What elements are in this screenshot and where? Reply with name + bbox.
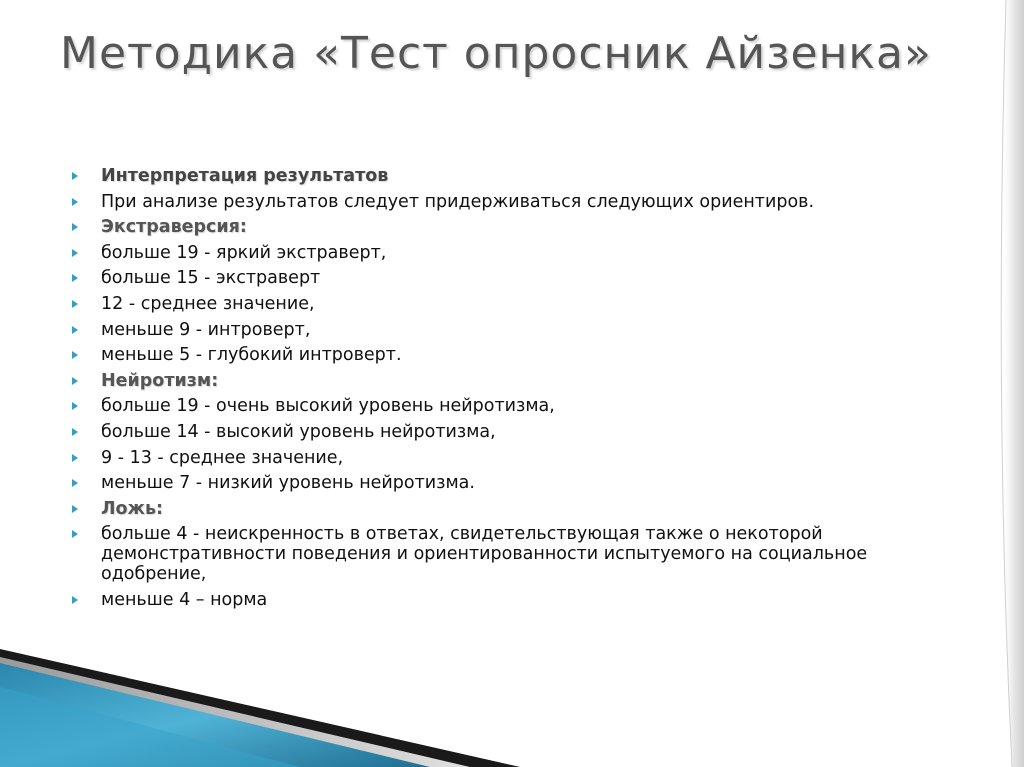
list-item bbox=[72, 422, 952, 442]
list-item bbox=[72, 268, 952, 288]
triangle-bullet-icon bbox=[72, 479, 78, 487]
list-item bbox=[72, 396, 952, 416]
list-item bbox=[72, 320, 952, 340]
list-item bbox=[72, 524, 952, 584]
list-item-text: Ложь: bbox=[101, 498, 164, 519]
list-item bbox=[72, 345, 952, 365]
list-item-text: меньше 9 - интроверт, bbox=[101, 319, 311, 340]
triangle-bullet-icon bbox=[72, 505, 78, 513]
list-item bbox=[72, 166, 952, 186]
triangle-bullet-icon bbox=[72, 300, 78, 308]
list-item bbox=[72, 448, 952, 468]
page-curl-decoration bbox=[984, 0, 1024, 767]
triangle-bullet-icon bbox=[72, 351, 78, 359]
triangle-bullet-icon bbox=[72, 402, 78, 410]
list-item-text: больше 19 - яркий экстраверт, bbox=[101, 242, 387, 263]
list-item-text: При анализе результатов следует придерживаться следующих ориентиров. bbox=[101, 191, 815, 212]
triangle-bullet-icon bbox=[72, 530, 78, 538]
list-item-text: меньше 4 – норма bbox=[101, 589, 268, 610]
list-item bbox=[72, 590, 952, 610]
list-item bbox=[72, 217, 952, 237]
list-item-text: Нейротизм: bbox=[101, 370, 219, 391]
triangle-bullet-icon bbox=[72, 198, 78, 206]
list-item bbox=[72, 371, 952, 391]
triangle-bullet-icon bbox=[72, 454, 78, 462]
list-item-text: больше 4 - неискренность в ответах, свидетельствующая также о некоторой демонстративности поведения и ориентированности испытуемого на социальное одобрение, bbox=[101, 524, 868, 585]
list-item-text: больше 14 - высокий уровень нейротизма, bbox=[101, 421, 496, 442]
list-item-text: 9 - 13 - среднее значение, bbox=[101, 447, 344, 468]
list-item-text: меньше 5 - глубокий интроверт. bbox=[101, 345, 402, 366]
list-item-text: 12 - среднее значение, bbox=[101, 293, 315, 314]
triangle-bullet-icon bbox=[72, 249, 78, 257]
list-item-text: Интерпретация результатов bbox=[101, 166, 389, 186]
list-item bbox=[72, 192, 952, 212]
triangle-bullet-icon bbox=[72, 172, 78, 180]
list-item bbox=[72, 294, 952, 314]
bottom-swoosh-decoration bbox=[0, 627, 520, 767]
list-item bbox=[72, 499, 952, 519]
bullet-list bbox=[72, 166, 952, 616]
triangle-bullet-icon bbox=[72, 428, 78, 436]
list-item bbox=[72, 473, 952, 493]
list-item bbox=[72, 243, 952, 263]
triangle-bullet-icon bbox=[72, 326, 78, 334]
list-item-text: больше 15 - экстраверт bbox=[101, 268, 321, 289]
slide-title: Методика «Тест опросник Айзенка» bbox=[60, 28, 932, 79]
list-item-text: больше 19 - очень высокий уровень нейротизма, bbox=[101, 396, 555, 417]
list-item-text: меньше 7 - низкий уровень нейротизма. bbox=[101, 473, 475, 494]
triangle-bullet-icon bbox=[72, 596, 78, 604]
triangle-bullet-icon bbox=[72, 274, 78, 282]
triangle-bullet-icon bbox=[72, 223, 78, 231]
list-item-text: Экстраверсия: bbox=[101, 217, 247, 238]
triangle-bullet-icon bbox=[72, 377, 78, 385]
